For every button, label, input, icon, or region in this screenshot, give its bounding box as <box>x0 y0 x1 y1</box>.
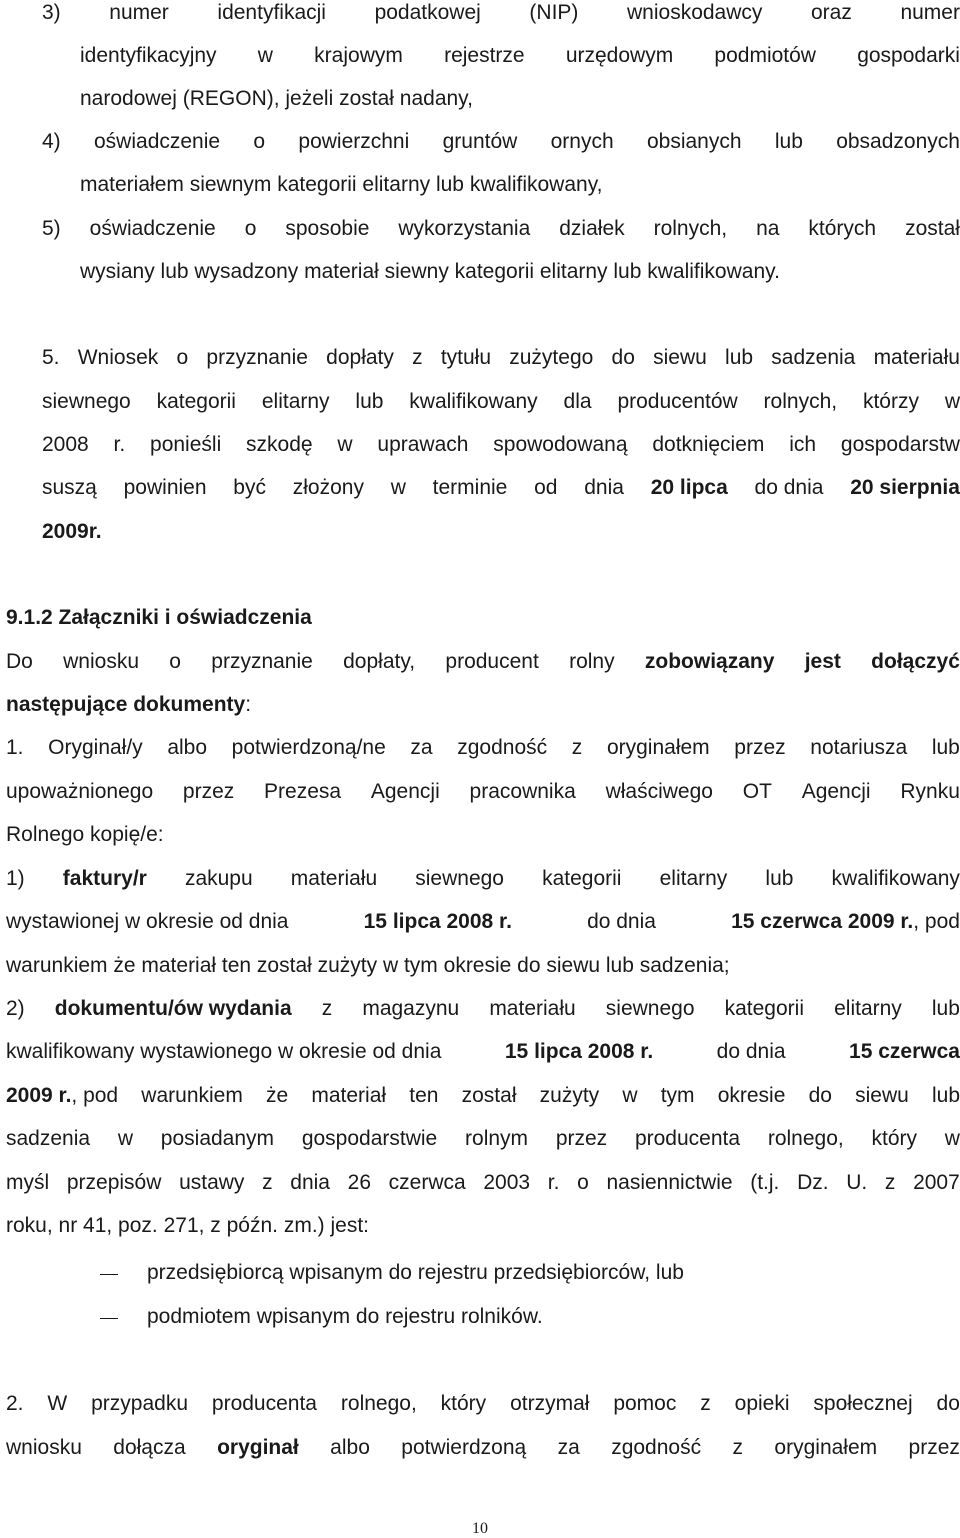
text-line <box>42 432 960 458</box>
word: 3) <box>42 1 61 24</box>
word: siewnego <box>605 997 695 1020</box>
word: numer <box>900 1 960 24</box>
text-span: do dnia <box>587 910 656 933</box>
word: lub <box>931 997 960 1020</box>
text-line <box>6 1435 960 1461</box>
word: w <box>944 1127 960 1150</box>
word: oryginałem <box>606 736 710 759</box>
word: dopłaty <box>326 346 394 369</box>
word: obsianych <box>646 130 742 153</box>
word: których <box>808 217 877 240</box>
word: został <box>461 1084 517 1107</box>
word: przypadku <box>91 1392 189 1415</box>
text-line <box>42 345 960 371</box>
word: wnioskodawcy <box>627 1 763 24</box>
text-span: faktury/r <box>62 867 147 890</box>
word: producenta <box>211 1392 317 1415</box>
dash-bullet-icon <box>100 1318 118 1319</box>
word: otrzymał <box>510 1392 590 1415</box>
word: siewnego <box>42 390 131 413</box>
word: dnia <box>584 476 624 499</box>
date-span: 15 czerwca 2009 r. <box>731 910 914 933</box>
text-line <box>42 0 960 26</box>
word: siewu <box>653 346 707 369</box>
word: producenta <box>634 1127 741 1150</box>
word: przez <box>182 780 235 803</box>
word: rolny <box>569 650 615 673</box>
word: urzędowym <box>565 44 674 67</box>
text-span: do dnia <box>716 1040 786 1063</box>
text-line: warunkiem że materiał ten został zużyty w tym okresie do siewu lub sadzenia; <box>6 954 730 977</box>
word: elitarny <box>261 390 330 413</box>
word: lub <box>725 346 754 369</box>
word: z <box>700 1392 711 1415</box>
text-line <box>6 909 960 935</box>
list-number: 2) <box>6 997 25 1020</box>
word: w <box>337 433 353 456</box>
text-span: do dnia <box>754 476 824 499</box>
word: sadzenia <box>6 1127 91 1150</box>
word: producent <box>445 650 539 673</box>
word: podatkowej <box>374 1 481 24</box>
word: tym <box>660 1084 695 1107</box>
date-span: 2009 r. <box>6 1084 72 1107</box>
word: do <box>611 346 635 369</box>
word: warunkiem <box>141 1084 243 1107</box>
word: Prezesa <box>264 780 342 803</box>
word: materiału <box>489 997 576 1020</box>
word: podmiotów <box>714 44 816 67</box>
text-line: 2009r. <box>42 520 102 543</box>
word: ornych <box>550 130 614 153</box>
word: ustawy <box>179 1171 245 1194</box>
word: został <box>905 217 960 240</box>
text-span <box>731 909 960 935</box>
word: wniosku <box>6 1436 82 1459</box>
word: z <box>321 997 333 1020</box>
word: 4) <box>42 130 61 153</box>
word: dotknięciem <box>652 433 765 456</box>
word: powierzchni <box>298 130 410 153</box>
word: o <box>176 346 189 369</box>
word: 5) <box>42 217 61 240</box>
word: terminie <box>432 476 508 499</box>
word: Dz. <box>797 1171 829 1194</box>
word: zużyty <box>539 1084 600 1107</box>
word: zobowiązany <box>644 650 775 673</box>
text-line: roku, nr 41, poz. 271, z późn. zm.) jest: <box>6 1214 369 1237</box>
word: lub <box>774 130 803 153</box>
word: identyfikacji <box>217 1 326 24</box>
word: zakupu <box>184 867 253 890</box>
word: złożony <box>292 476 364 499</box>
word: lub <box>355 390 384 413</box>
word: z <box>262 1171 273 1194</box>
word: jest <box>804 650 841 673</box>
text-span: oryginał <box>217 1436 299 1459</box>
word: albo <box>167 736 208 759</box>
list-item: podmiotem wpisanym do rejestru rolników. <box>147 1305 543 1328</box>
word: rolnych, <box>763 390 838 413</box>
word: który <box>871 1127 918 1150</box>
word: (NIP) <box>529 1 579 24</box>
word: OT <box>742 780 772 803</box>
word: materiału <box>873 346 960 369</box>
text-span: kwalifikowany wystawionego w okresie od dnia <box>6 1040 442 1063</box>
word: z <box>884 1171 896 1194</box>
text-line <box>6 1039 960 1065</box>
word: za <box>410 736 433 759</box>
word: Oryginał/y <box>48 736 143 759</box>
word: w <box>390 476 406 499</box>
word: oświadczenie <box>89 217 216 240</box>
text-line <box>42 389 960 415</box>
word: siewu <box>855 1084 909 1107</box>
text-line: narodowej (REGON), jeżeli został nadany, <box>80 87 473 110</box>
word: lub <box>931 1084 960 1107</box>
list-item: przedsiębiorcą wpisanym do rejestru przedsiębiorców, lub <box>147 1261 684 1284</box>
word: dopłaty, <box>343 650 416 673</box>
word: Rynku <box>900 780 960 803</box>
word: rejestrze <box>444 44 525 67</box>
word: szkodę <box>246 433 313 456</box>
word: r. <box>113 433 126 456</box>
word: za <box>557 1436 580 1459</box>
word: siewnego <box>415 867 504 890</box>
text-line <box>42 216 960 242</box>
text-line <box>6 1170 960 1196</box>
word: pracownika <box>469 780 576 803</box>
word: sadzenia <box>771 346 856 369</box>
text-line <box>42 475 960 501</box>
word: gruntów <box>442 130 518 153</box>
word: dnia <box>290 1171 330 1194</box>
word: w <box>117 1127 134 1150</box>
text-span: : <box>245 693 252 716</box>
word: pomoc <box>613 1392 677 1415</box>
word: numer <box>109 1 169 24</box>
word: ponieśli <box>150 433 222 456</box>
word: działek <box>559 217 625 240</box>
text-line <box>6 1083 960 1109</box>
text-span: następujące dokumenty <box>6 693 246 716</box>
word: rolnych, <box>653 217 728 240</box>
word: o <box>253 130 266 153</box>
date-span: 15 czerwca <box>849 1040 960 1063</box>
word: kategorii <box>542 867 622 890</box>
word: przyznanie <box>211 650 313 673</box>
text-span: , pod <box>913 910 960 933</box>
word: w <box>622 1084 638 1107</box>
text-line <box>6 1126 960 1152</box>
word: magazynu <box>362 997 460 1020</box>
word: wniosku <box>63 650 140 673</box>
word: z <box>732 1436 744 1459</box>
word: 2003 <box>483 1171 531 1194</box>
word: zgodność <box>457 736 548 759</box>
text-span <box>6 1083 118 1109</box>
word: r. <box>547 1171 560 1194</box>
word: notariusza <box>810 736 908 759</box>
word: suszą <box>42 476 97 499</box>
word: przez <box>908 1436 960 1459</box>
word: czerwca <box>388 1171 466 1194</box>
text-line <box>6 692 960 718</box>
word: przepisów <box>66 1171 162 1194</box>
text-span: , pod <box>71 1084 119 1107</box>
word: dla <box>563 390 592 413</box>
word: kategorii <box>724 997 804 1020</box>
section-heading: 9.1.2 Załączniki i oświadczenia <box>6 606 312 629</box>
word: potwierdzoną <box>401 1436 527 1459</box>
word: zużytego <box>509 346 594 369</box>
word: Do <box>6 650 33 673</box>
word: w <box>944 390 960 413</box>
list-number: 1) <box>6 867 25 890</box>
word: rolnego, <box>767 1127 844 1150</box>
word: Agencji <box>801 780 871 803</box>
text-line <box>80 43 960 69</box>
word: 2. <box>6 1392 24 1415</box>
text-line <box>6 649 960 675</box>
word: 1. <box>6 736 24 759</box>
word: rolnym <box>465 1127 529 1150</box>
text-line <box>6 866 960 892</box>
word: 2008 <box>42 433 89 456</box>
word: materiał <box>311 1084 387 1107</box>
word: oświadczenie <box>94 130 221 153</box>
word: U. <box>846 1171 868 1194</box>
deadline-end: 20 sierpnia <box>850 476 960 499</box>
word: społecznej <box>813 1392 913 1415</box>
word: z <box>571 736 583 759</box>
text-line: wysiany lub wysadzony materiał siewny kategorii elitarny lub kwalifikowany. <box>80 260 780 283</box>
word: powinien <box>123 476 207 499</box>
word: myśl <box>6 1171 50 1194</box>
word: do <box>808 1084 832 1107</box>
word: o <box>169 650 181 673</box>
word: W <box>47 1392 68 1415</box>
word: kategorii <box>156 390 236 413</box>
page-number: 10 <box>472 1520 488 1537</box>
text-line: materiałem siewnym kategorii elitarny lub kwalifikowany, <box>80 173 603 196</box>
word: upoważnionego <box>6 780 154 803</box>
word: ich <box>789 433 817 456</box>
text-line <box>6 1391 960 1417</box>
word: lub <box>765 867 794 890</box>
deadline-start: 20 lipca <box>650 476 728 499</box>
word: gospodarstw <box>840 433 960 456</box>
word: kwalifikowany <box>409 390 538 413</box>
text-line <box>6 779 960 805</box>
word: właściwego <box>605 780 713 803</box>
word: obsadzonych <box>836 130 960 153</box>
word: kwalifikowany <box>831 867 960 890</box>
word: uprawach <box>377 433 469 456</box>
word: w <box>257 44 273 67</box>
dash-bullet-icon <box>100 1274 118 1275</box>
word: oryginałem <box>774 1436 878 1459</box>
word: materiału <box>290 867 378 890</box>
word: z <box>412 346 423 369</box>
word: że <box>266 1084 289 1107</box>
text-span: wystawionej w okresie od dnia <box>6 910 289 933</box>
word: 5. <box>42 346 60 369</box>
word: Wniosek <box>77 346 159 369</box>
word: przez <box>555 1127 608 1150</box>
word: 2007 <box>913 1171 960 1194</box>
word: o <box>577 1171 589 1194</box>
word: do <box>936 1392 960 1415</box>
word: okresie <box>717 1084 786 1107</box>
date-span: 15 lipca 2008 r. <box>504 1040 654 1063</box>
word: dołączyć <box>871 650 960 673</box>
word: przyznanie <box>206 346 308 369</box>
word: elitarny <box>659 867 728 890</box>
word: Agencji <box>370 780 440 803</box>
word: producentów <box>617 390 738 413</box>
word: o <box>244 217 257 240</box>
word: nasiennictwie <box>606 1171 733 1194</box>
word: elitarny <box>834 997 902 1020</box>
text-line <box>6 996 960 1022</box>
word: spowodowaną <box>493 433 628 456</box>
word: od <box>534 476 558 499</box>
word: potwierdzoną/ne <box>231 736 386 759</box>
word: (t.j. <box>750 1171 780 1194</box>
word: ten <box>409 1084 439 1107</box>
word: tytułu <box>440 346 492 369</box>
date-span: 15 lipca 2008 r. <box>363 910 512 933</box>
word: przez <box>734 736 786 759</box>
word: być <box>233 476 266 499</box>
text-line <box>6 735 960 761</box>
word: na <box>756 217 780 240</box>
word: identyfikacyjny <box>80 44 217 67</box>
word: oraz <box>811 1 852 24</box>
word: gospodarstwie <box>301 1127 438 1150</box>
word: krajowym <box>314 44 403 67</box>
word: albo <box>330 1436 370 1459</box>
word: którzy <box>862 390 919 413</box>
word: posiadanym <box>160 1127 275 1150</box>
text-span: dokumentu/ów wydania <box>54 997 292 1020</box>
word: który <box>440 1392 487 1415</box>
text-line: Rolnego kopię/e: <box>6 823 164 846</box>
word: gospodarki <box>857 44 960 67</box>
word: opieki <box>734 1392 790 1415</box>
word: wykorzystania <box>398 217 531 240</box>
word: sposobie <box>285 217 370 240</box>
text-line <box>42 129 960 155</box>
word: lub <box>931 736 960 759</box>
word: zgodność <box>611 1436 702 1459</box>
word: 26 <box>347 1171 371 1194</box>
word: dołącza <box>113 1436 186 1459</box>
word: rolnego, <box>340 1392 417 1415</box>
